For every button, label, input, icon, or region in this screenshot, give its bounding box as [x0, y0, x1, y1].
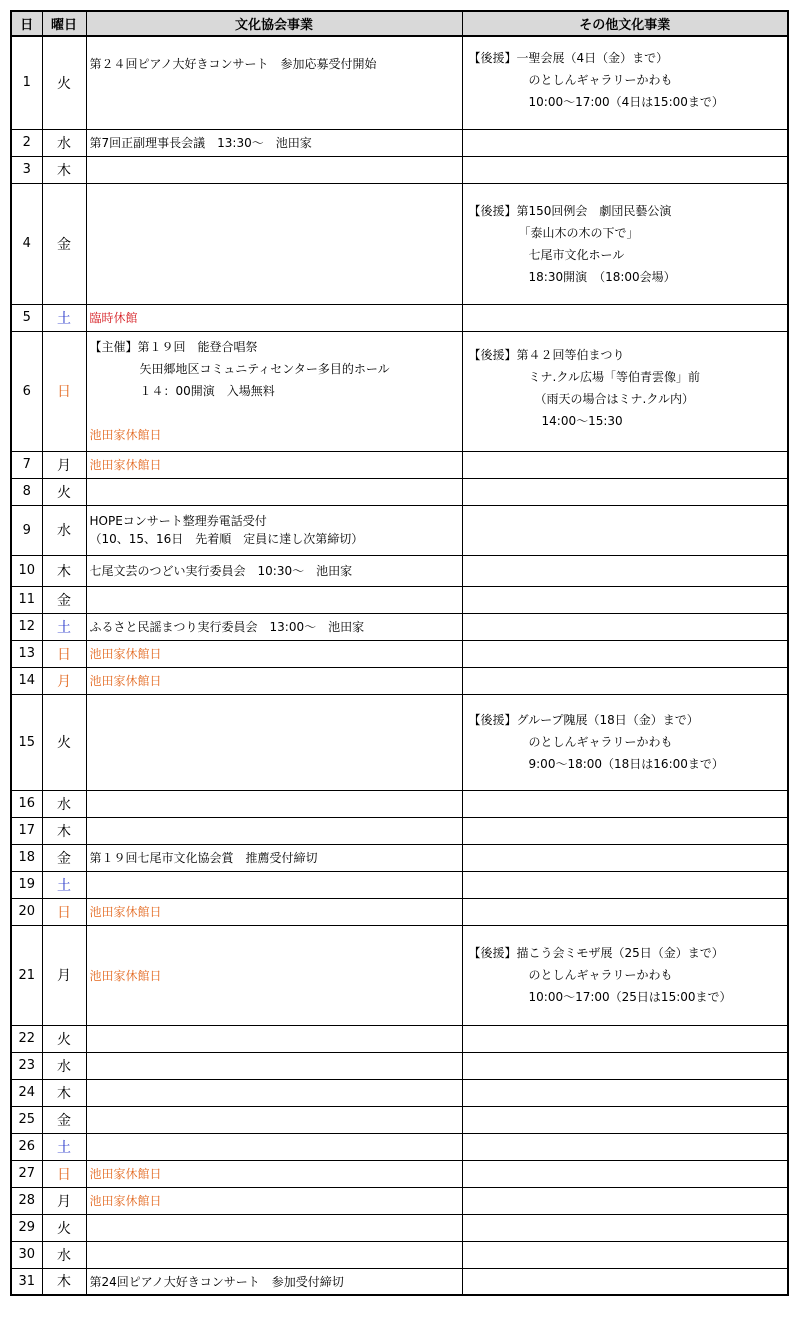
other-event-cell — [462, 1025, 788, 1052]
weekday-cell: 火 — [42, 694, 86, 790]
day-cell: 22 — [11, 1025, 42, 1052]
day-cell: 20 — [11, 898, 42, 925]
table-row — [11, 1133, 788, 1160]
event-line: 【主催】第１９回 能登合唱祭 — [89, 340, 258, 354]
other-event-cell — [462, 1133, 788, 1160]
table-row — [11, 667, 788, 694]
day-cell: 28 — [11, 1187, 42, 1214]
other-event-cell — [462, 586, 788, 613]
day-cell: 30 — [11, 1241, 42, 1268]
other-event-line: のとしんギャラリーかわも — [528, 73, 673, 87]
weekday-cell: 日 — [42, 640, 86, 667]
event-cell: ふるさと民謡まつり実行委員会 13:00～ 池田家 — [86, 613, 462, 640]
table-row — [11, 844, 788, 871]
event-cell: 第7回正副理事長会議 13:30～ 池田家 — [86, 129, 462, 156]
closed-note: 池田家休館日 — [89, 428, 162, 442]
weekday-cell: 火 — [42, 478, 86, 505]
event-cell: 池田家休館日 — [86, 667, 462, 694]
day-cell: 18 — [11, 844, 42, 871]
other-event-cell — [462, 156, 788, 183]
event-line: HOPEコンサート整理券電話受付 — [89, 514, 267, 528]
weekday-cell: 土 — [42, 871, 86, 898]
other-event-cell — [462, 667, 788, 694]
event-line: 矢田郷地区コミュニティセンター多目的ホール — [139, 362, 390, 376]
day-cell: 14 — [11, 667, 42, 694]
event-cell — [86, 586, 462, 613]
day-cell: 19 — [11, 871, 42, 898]
weekday-cell: 木 — [42, 156, 86, 183]
day-cell: 27 — [11, 1160, 42, 1187]
event-cell — [86, 1241, 462, 1268]
other-event-cell — [462, 1241, 788, 1268]
table-header-row — [11, 11, 788, 36]
day-cell: 25 — [11, 1106, 42, 1133]
table-row — [11, 925, 788, 1025]
other-event-cell — [462, 1187, 788, 1214]
other-event-cell — [462, 1079, 788, 1106]
day-cell: 16 — [11, 790, 42, 817]
other-event-cell — [462, 613, 788, 640]
table-row — [11, 1187, 788, 1214]
event-cell: 池田家休館日 — [86, 640, 462, 667]
table-row — [11, 505, 788, 555]
table-row — [11, 871, 788, 898]
event-cell — [86, 1025, 462, 1052]
table-row — [11, 1268, 788, 1295]
other-event-line: 【後援】第４２回等伯まつり — [468, 347, 625, 362]
event-cell — [86, 1133, 462, 1160]
header-day: 日 — [11, 11, 42, 36]
table-row — [11, 1079, 788, 1106]
weekday-cell: 金 — [42, 586, 86, 613]
other-event-cell — [462, 331, 788, 451]
table-row — [11, 478, 788, 505]
weekday-cell: 月 — [42, 1187, 86, 1214]
event-cell: 七尾文芸のつどい実行委員会 10:30～ 池田家 — [86, 555, 462, 586]
table-row — [11, 613, 788, 640]
day-cell: 10 — [11, 555, 42, 586]
header-association-events: 文化協会事業 — [86, 11, 462, 36]
weekday-cell: 月 — [42, 667, 86, 694]
other-event-cell — [462, 898, 788, 925]
other-event-line: 18:30開演 （18:00会場） — [528, 269, 676, 284]
other-event-cell — [462, 183, 788, 304]
other-event-line: 「泰山木の木の下で」 — [518, 225, 639, 240]
weekday-cell: 土 — [42, 304, 86, 331]
table-row — [11, 640, 788, 667]
day-cell: 8 — [11, 478, 42, 505]
day-cell: 31 — [11, 1268, 42, 1295]
day-cell: 11 — [11, 586, 42, 613]
table-row — [11, 183, 788, 304]
event-cell: 池田家休館日 — [86, 898, 462, 925]
other-event-cell — [462, 640, 788, 667]
event-cell — [86, 183, 462, 304]
event-cell: 池田家休館日 — [86, 1187, 462, 1214]
table-row — [11, 1241, 788, 1268]
other-event-cell — [462, 694, 788, 790]
event-cell — [86, 1214, 462, 1241]
day-cell: 17 — [11, 817, 42, 844]
other-event-line: のとしんギャラリーかわも — [528, 968, 673, 982]
weekday-cell: 水 — [42, 129, 86, 156]
header-weekday: 曜日 — [42, 11, 86, 36]
weekday-cell: 木 — [42, 555, 86, 586]
weekday-cell: 火 — [42, 36, 86, 129]
other-event-line: のとしんギャラリーかわも — [528, 735, 673, 749]
monthly-schedule-table — [10, 10, 789, 1296]
other-event-line: 【後援】第150回例会 劇団民藝公演 — [468, 203, 672, 218]
other-event-line: 【後援】グループ隗展（18日（金）まで） — [468, 713, 699, 727]
event-cell — [86, 694, 462, 790]
table-row — [11, 817, 788, 844]
event-cell — [86, 505, 462, 555]
weekday-cell: 金 — [42, 183, 86, 304]
table-row — [11, 555, 788, 586]
day-cell: 24 — [11, 1079, 42, 1106]
other-event-cell — [462, 36, 788, 129]
event-cell — [86, 331, 462, 451]
day-cell: 1 — [11, 36, 42, 129]
weekday-cell: 土 — [42, 1133, 86, 1160]
event-cell — [86, 1052, 462, 1079]
other-event-cell — [462, 844, 788, 871]
other-event-cell — [462, 1160, 788, 1187]
weekday-cell: 月 — [42, 451, 86, 478]
other-event-line: ミナ.クル広場「等伯青雲像」前 — [528, 369, 700, 384]
table-row — [11, 790, 788, 817]
event-line: （10、15、16日 先着順 定員に達し次第締切） — [89, 532, 364, 546]
event-cell — [86, 478, 462, 505]
event-cell: 第１９回七尾市文化協会賞 推薦受付締切 — [86, 844, 462, 871]
table-row — [11, 694, 788, 790]
other-event-cell — [462, 1268, 788, 1295]
day-cell: 13 — [11, 640, 42, 667]
table-row — [11, 898, 788, 925]
weekday-cell: 水 — [42, 1052, 86, 1079]
other-event-line: 9:00～18:00（18日は16:00まで） — [528, 757, 724, 771]
day-cell: 26 — [11, 1133, 42, 1160]
event-cell: 臨時休館 — [86, 304, 462, 331]
event-line: １４：00開演 入場無料 — [139, 384, 275, 398]
table-row — [11, 1025, 788, 1052]
table-row — [11, 1052, 788, 1079]
other-event-line: 10:00～17:00（4日は15:00まで） — [528, 95, 724, 109]
header-other-events: その他文化事業 — [462, 11, 788, 36]
other-event-line: （雨天の場合はミナ.クル内） — [534, 391, 694, 406]
other-event-cell — [462, 451, 788, 478]
other-event-cell — [462, 1052, 788, 1079]
event-cell — [86, 790, 462, 817]
event-cell — [86, 156, 462, 183]
table-row — [11, 304, 788, 331]
other-event-cell — [462, 1214, 788, 1241]
day-cell: 9 — [11, 505, 42, 555]
weekday-cell: 木 — [42, 1268, 86, 1295]
table-row — [11, 156, 788, 183]
other-event-cell — [462, 555, 788, 586]
day-cell: 23 — [11, 1052, 42, 1079]
event-cell: 池田家休館日 — [86, 451, 462, 478]
weekday-cell: 金 — [42, 1106, 86, 1133]
event-cell: 第24回ピアノ大好きコンサート 参加受付締切 — [86, 1268, 462, 1295]
event-cell — [86, 36, 462, 129]
other-event-cell — [462, 817, 788, 844]
event-cell — [86, 1106, 462, 1133]
event-cell: 池田家休館日 — [86, 1160, 462, 1187]
day-cell: 6 — [11, 331, 42, 451]
other-event-cell — [462, 925, 788, 1025]
other-event-cell — [462, 478, 788, 505]
other-event-line: 【後援】描こう会ミモザ展（25日（金）まで） — [468, 946, 724, 960]
other-event-line: 14:00～15:30 — [541, 413, 623, 428]
weekday-cell: 水 — [42, 790, 86, 817]
weekday-cell: 木 — [42, 1079, 86, 1106]
other-event-line: 【後援】一聖会展（4日（金）まで） — [468, 51, 669, 65]
other-event-line: 10:00～17:00（25日は15:00まで） — [528, 990, 732, 1004]
day-cell: 15 — [11, 694, 42, 790]
day-cell: 4 — [11, 183, 42, 304]
event-cell: 池田家休館日 — [86, 925, 462, 1025]
day-cell: 5 — [11, 304, 42, 331]
day-cell: 2 — [11, 129, 42, 156]
weekday-cell: 土 — [42, 613, 86, 640]
other-event-cell — [462, 790, 788, 817]
other-event-cell — [462, 304, 788, 331]
table-row — [11, 129, 788, 156]
weekday-cell: 水 — [42, 1241, 86, 1268]
weekday-cell: 水 — [42, 505, 86, 555]
weekday-cell: 日 — [42, 331, 86, 451]
weekday-cell: 日 — [42, 1160, 86, 1187]
weekday-cell: 金 — [42, 844, 86, 871]
table-row — [11, 36, 788, 129]
table-row — [11, 1106, 788, 1133]
weekday-cell: 月 — [42, 925, 86, 1025]
table-row — [11, 451, 788, 478]
other-event-cell — [462, 871, 788, 898]
day-cell: 7 — [11, 451, 42, 478]
other-event-cell — [462, 505, 788, 555]
weekday-cell: 木 — [42, 817, 86, 844]
day-cell: 29 — [11, 1214, 42, 1241]
day-cell: 21 — [11, 925, 42, 1025]
event-text: 第２４回ピアノ大好きコンサート 参加応募受付開始 — [89, 57, 377, 71]
table-row — [11, 331, 788, 451]
weekday-cell: 日 — [42, 898, 86, 925]
other-event-cell — [462, 1106, 788, 1133]
event-cell — [86, 1079, 462, 1106]
other-event-cell — [462, 129, 788, 156]
table-row — [11, 1214, 788, 1241]
weekday-cell: 火 — [42, 1025, 86, 1052]
weekday-cell: 火 — [42, 1214, 86, 1241]
table-row — [11, 586, 788, 613]
table-row — [11, 1160, 788, 1187]
other-event-line: 七尾市文化ホール — [528, 247, 625, 262]
day-cell: 3 — [11, 156, 42, 183]
event-cell — [86, 817, 462, 844]
event-cell — [86, 871, 462, 898]
day-cell: 12 — [11, 613, 42, 640]
